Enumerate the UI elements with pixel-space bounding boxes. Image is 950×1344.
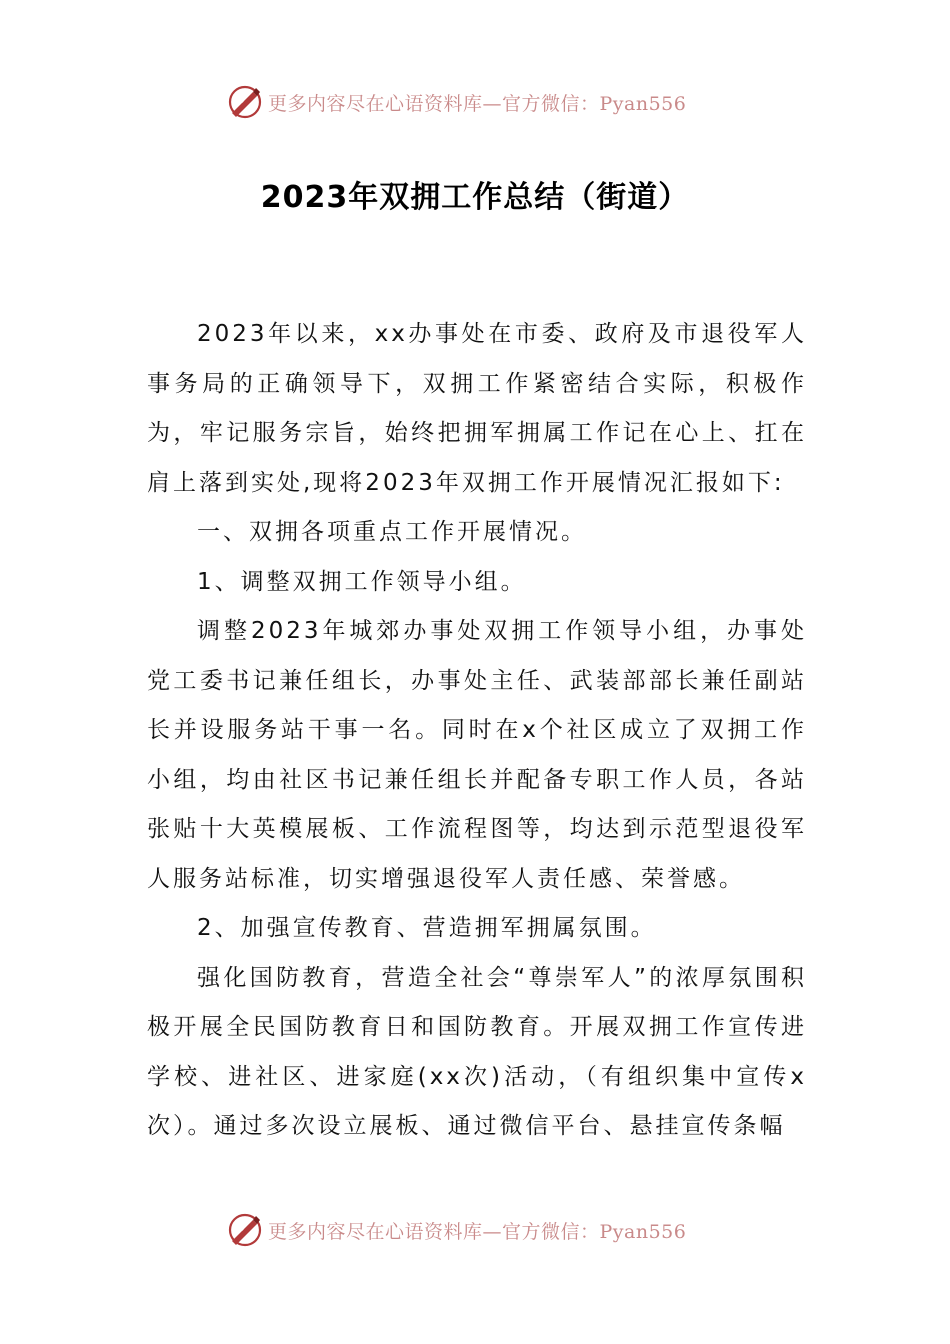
document-title: 2023年双拥工作总结（街道） (260, 180, 690, 215)
section-heading-1: 一、双拥各项重点工作开展情况。 (197, 519, 587, 545)
paragraph-leadership-group: 调整2023年城郊办事处双拥工作领导小组，办事处党工委书记兼任组长，办事处主任、武装部部长兼任副站长并设服务站干事一名。同时在x个社区成立了双拥工作小组，均由社区书记兼任组长并配备专职工作人员，各站张贴十大英模展板、工作流程图等，均达到示范型退役军人服务站标准，切实增强退役军人责任感、荣誉感。 (147, 618, 807, 892)
pen-logo-icon (226, 83, 264, 121)
paragraph-intro: 2023年以来，xx办事处在市委、政府及市退役军人事务局的正确领导下，双拥工作紧密结合实际，积极作为，牢记服务宗旨，始终把拥军拥属工作记在心上、扛在肩上落到实处,现将2023年双拥工作开展情况汇报如下: (147, 321, 807, 496)
subheading-2: 2、加强宣传教育、营造拥军拥属氛围。 (197, 915, 657, 941)
watermark-text: 更多内容尽在心语资料库—官方微信：Pyan556 (268, 92, 687, 115)
subheading-1: 1、调整双拥工作领导小组。 (197, 568, 527, 595)
paragraph-publicity: 强化国防教育，营造全社会“尊崇军人”的浓厚氛围积极开展全民国防教育日和国防教育。开展双拥工作宣传进学校、进社区、进家庭(xx次)活动，（有组织集中宣传x次）。通过多次设立展板、通过微信平台、悬挂宣传条幅 (147, 964, 807, 1139)
watermark-text: 更多内容尽在心语资料库—官方微信：Pyan556 (268, 1220, 687, 1243)
footer-watermark (226, 1210, 746, 1250)
header-watermark (226, 82, 746, 122)
pen-logo-icon (226, 1211, 264, 1249)
document-body (147, 310, 807, 1152)
